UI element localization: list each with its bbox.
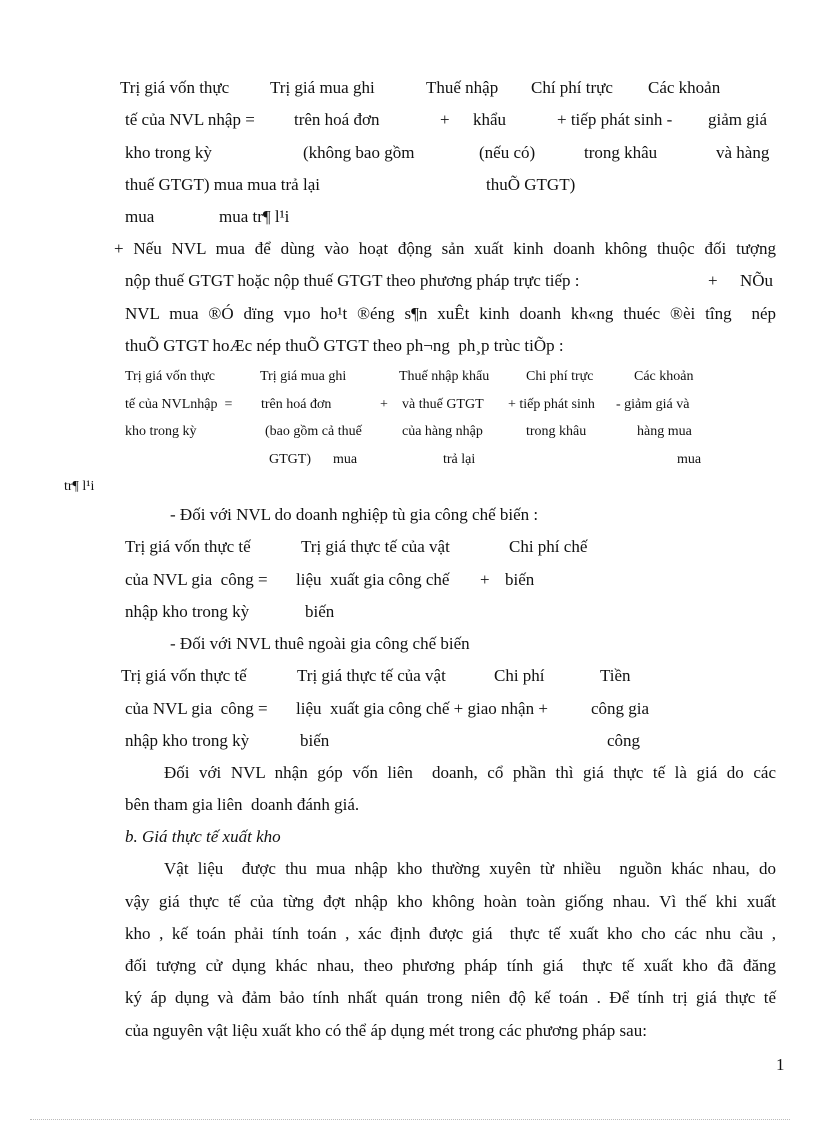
b1-r5-c1: mua: [125, 207, 155, 226]
sp-r2-plus: +: [480, 570, 490, 589]
so-r1-c1: Trị giá vốn thực tế: [121, 666, 247, 685]
sp-r2-c3: biến: [505, 570, 535, 589]
so-r3-c3: công: [607, 731, 641, 750]
page-bottom-divider: [30, 1119, 790, 1120]
page-number: 1: [776, 1055, 785, 1074]
b2-r3-c5: hàng mua: [637, 424, 692, 439]
b2-r4-c4: mua: [677, 452, 702, 467]
para1-line3: NVL mua ®Ó dïng vµo ho¹t ®éng s¶n xuÊt kinh doanh kh«ng thuéc ®èi tîng nép: [125, 304, 776, 323]
b1-r4-c2: thuÕ GTGT): [486, 175, 576, 194]
so-r3-c1: nhập kho trong kỳ: [125, 731, 250, 750]
b2-r2-plus: +: [380, 397, 388, 412]
para1-plus: +: [708, 271, 718, 290]
para-b-line3: kho , kế toán phải tính toán , xác định được giá thực tế xuất kho cho các nhu cầu ,: [125, 924, 776, 943]
b1-r2-c1: tế của NVL nhập =: [125, 110, 255, 129]
para-b-line4: đối tượng cử dụng khác nhau, theo phương pháp tính giá thực tế xuất kho đã đăng: [125, 956, 776, 975]
para1-line1: + Nếu NVL mua để dùng vào hoạt động sản xuất kinh doanh không thuộc đối tượng: [114, 239, 776, 258]
b2-r3-c1: kho trong kỳ: [125, 424, 197, 439]
b2-r2-c3: và thuế GTGT: [402, 397, 484, 412]
sp-r3-c1: nhập kho trong kỳ: [125, 602, 250, 621]
b2-r4-c3: trả lại: [443, 452, 476, 467]
b2-r5: tr¶ l¹i: [64, 479, 95, 494]
b2-r2-c5: - giảm giá và: [616, 397, 690, 412]
b2-r2-c2: trên hoá đơn: [261, 397, 332, 412]
b1-r1-c4: Chí phí trực: [531, 78, 613, 97]
b1-r4-c1: thuế GTGT) mua mua trả lại: [125, 175, 320, 194]
b1-r2-plus: +: [440, 110, 450, 129]
b1-r2-c4: + tiếp phát sinh -: [557, 110, 673, 129]
sec-process-heading: - Đối với NVL do doanh nghiệp tù gia công chế biến :: [170, 505, 539, 524]
sp-r3-c2: biến: [305, 602, 335, 621]
sec-outsource-heading: - Đối với NVL thuê ngoài gia công chế biến: [170, 634, 470, 653]
para1-line4: thuÕ GTGT hoÆc nép thuÕ GTGT theo ph¬ng ph¸p trùc tiÕp :: [125, 336, 564, 355]
so-r2-c1: của NVL gia công =: [125, 699, 268, 718]
sp-r1-c3: Chi phí chế: [509, 537, 588, 556]
b2-r1-c1: Trị giá vốn thực: [125, 369, 215, 384]
so-r2-c2: liệu xuất gia công chế + giao nhận +: [296, 699, 548, 718]
b2-r1-c2: Trị giá mua ghi: [260, 369, 347, 384]
para1-nou: NÕu: [740, 271, 774, 290]
so-r3-c2: biến: [300, 731, 330, 750]
b1-r2-c2: trên hoá đơn: [294, 110, 380, 129]
b1-r3-c4: trong khâu: [584, 143, 658, 162]
b1-r5-c2: mua tr¶ l¹i: [219, 207, 290, 226]
b1-r3-c1: kho trong kỳ: [125, 143, 212, 162]
b2-r3-c4: trong khâu: [526, 424, 587, 439]
para-b-line1: Vật liệu được thu mua nhập kho thường xuyên từ nhiều nguồn khác nhau, do: [164, 859, 776, 878]
b2-r1-c4: Chi phí trực: [526, 369, 594, 384]
para-joint-line2: bên tham gia liên doanh đánh giá.: [125, 795, 360, 814]
b2-r4-c2: mua: [333, 452, 358, 467]
sp-r1-c2: Trị giá thực tế của vật: [301, 537, 450, 556]
para-joint-line1: Đối với NVL nhận góp vốn liên doanh, cổ phần thì giá thực tế là giá do các: [164, 763, 776, 782]
so-r2-c3: công gia: [591, 699, 650, 718]
b2-r1-c3: Thuế nhập khẩu: [399, 369, 490, 384]
b2-r3-c2: (bao gồm cả thuế: [265, 424, 362, 439]
b2-r3-c3: của hàng nhập: [402, 424, 483, 439]
para1-line2: nộp thuế GTGT hoặc nộp thuế GTGT theo phương pháp trực tiếp :: [125, 271, 580, 290]
b1-r3-c2: (không bao gồm: [303, 143, 415, 162]
b1-r1-c2: Trị giá mua ghi: [270, 78, 375, 97]
b2-r2-c4: + tiếp phát sinh: [508, 397, 595, 412]
so-r1-c4: Tiền: [600, 666, 631, 685]
b1-r2-c3: khẩu: [473, 110, 507, 129]
heading-b: b. Giá thực tế xuất kho: [125, 827, 281, 846]
b2-r1-c5: Các khoản: [634, 369, 694, 384]
b1-r2-c5: giảm giá: [708, 110, 768, 129]
sp-r2-c1: của NVL gia công =: [125, 570, 268, 589]
b2-r2-c1: tế của NVLnhập =: [125, 397, 233, 412]
para-b-line6: của nguyên vật liệu xuất kho có thể áp dụng mét trong các phương pháp sau:: [125, 1021, 647, 1040]
para-b-line2: vậy giá thực tế của từng đợt nhập kho không hoàn toàn giống nhau. Vì thế khi xuất: [125, 892, 776, 911]
sp-r1-c1: Trị giá vốn thực tế: [125, 537, 251, 556]
so-r1-c3: Chi phí: [494, 666, 545, 685]
b1-r1-c3: Thuế nhập: [426, 78, 499, 97]
so-r1-c2: Trị giá thực tế của vật: [297, 666, 446, 685]
b1-r3-c3: (nếu có): [479, 143, 536, 162]
sp-r2-c2: liệu xuất gia công chế: [296, 570, 450, 589]
b1-r1-c5: Các khoản: [648, 78, 721, 97]
b1-r3-c5: và hàng: [716, 143, 770, 162]
para-b-line5: ký áp dụng và đảm bảo tính nhất quán trong niên độ kế toán . Để tính trị giá thực tế: [125, 988, 776, 1007]
b2-r4-c1: GTGT): [269, 452, 311, 467]
b1-r1-c1: Trị giá vốn thực: [120, 78, 230, 97]
